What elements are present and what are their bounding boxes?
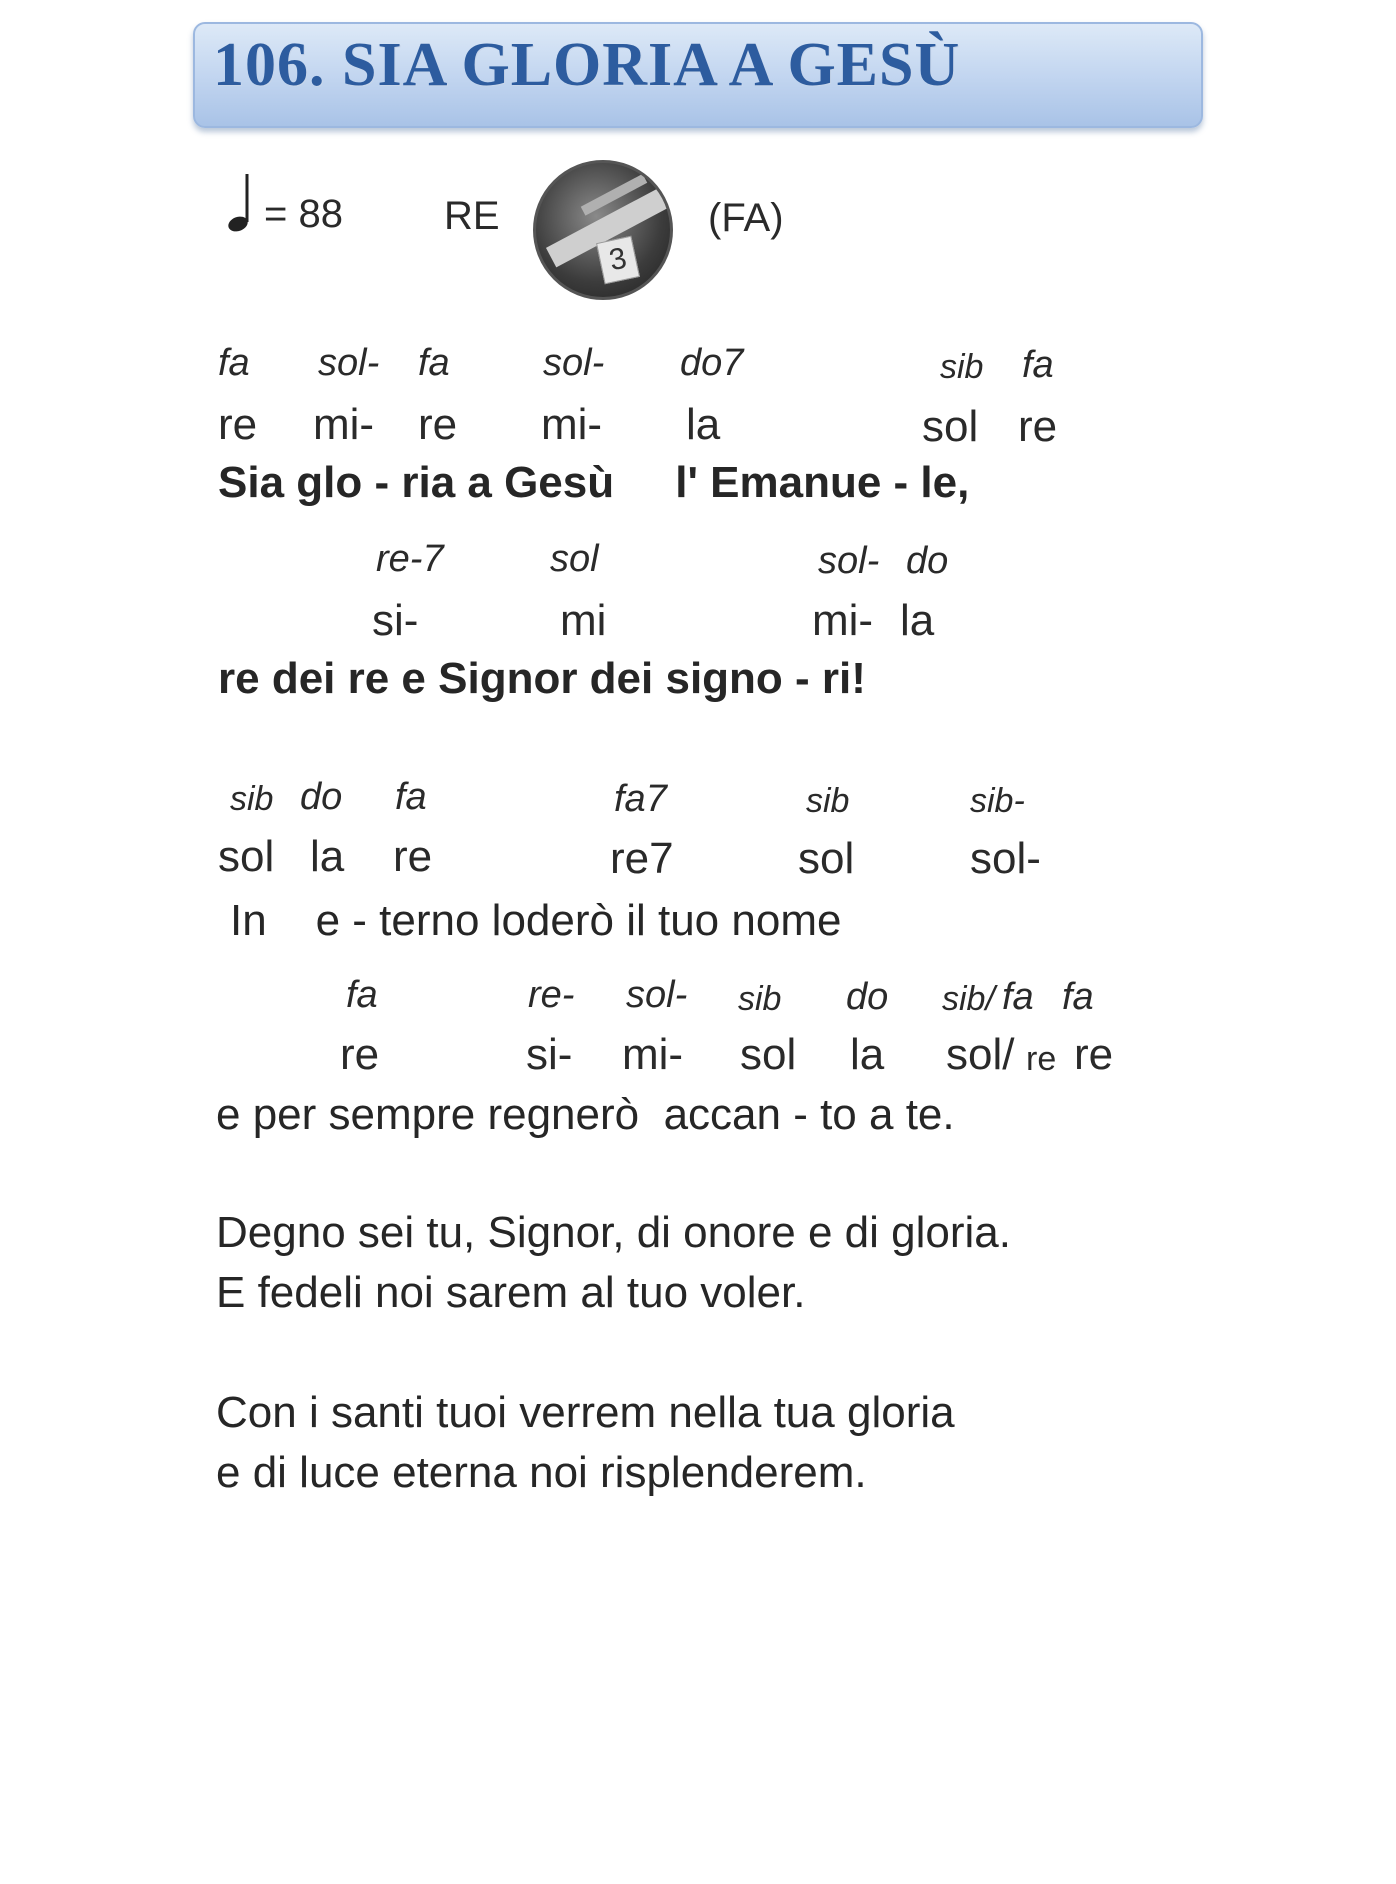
chord: do [846,976,889,1018]
stanza-line: Degno sei tu, Signor, di onore e di gloria. [216,1208,1011,1257]
note: re7 [610,834,674,883]
chord: fa [1022,344,1054,386]
chord: sib- [970,782,1025,820]
chord: fa7 [614,778,667,820]
chord: sol- [543,342,605,384]
chord: sol- [818,540,880,582]
note: re [418,400,458,449]
note: la [686,400,721,449]
note: mi [560,596,607,645]
note: la [900,596,935,645]
chord: sib [230,780,274,818]
note: re [1018,402,1058,451]
chord: sol [550,538,599,580]
note: sol [798,834,855,883]
chord: re- [528,974,575,1016]
lyric-line: In e - terno loderò il tuo nome [230,896,842,945]
stanza-line: e di luce eterna noi risplenderem. [216,1448,867,1497]
note: sol [740,1030,797,1079]
note: si- [526,1030,573,1079]
chord: sib/ [942,980,995,1018]
lyric-line: e per sempre regnerò accan - to a te. [216,1090,955,1139]
song-title: 106. SIA GLORIA A GESÙ [213,31,961,99]
capo-guitar-icon [533,160,673,300]
note: re [393,832,433,881]
chord: fa [1062,976,1094,1018]
chord: sib [940,348,984,386]
note: sol [922,402,979,451]
quarter-note-icon [226,172,252,239]
note: re [1074,1030,1114,1079]
chord: do [300,776,343,818]
chord: re-7 [376,538,444,580]
chord: sol- [318,342,380,384]
note: si- [372,596,419,645]
title-banner [193,22,1203,128]
note: mi- [541,400,603,449]
key-label: RE [444,194,500,238]
note: mi- [622,1030,684,1079]
chord: fa [346,974,378,1016]
chord: sol- [626,974,688,1016]
chord: fa [1002,976,1034,1018]
lyric-line: re dei re e Signor dei signo - ri! [218,654,866,703]
note: re [340,1030,380,1079]
tempo-marking: = 88 [264,192,343,236]
stanza-line: E fedeli noi sarem al tuo voler. [216,1268,806,1317]
note: mi- [812,596,874,645]
note: la [310,832,345,881]
chord: fa [218,342,250,384]
chord: fa [418,342,450,384]
note: sol [218,832,275,881]
lyric-line: Sia glo - ria a Gesù l' Emanue - le, [218,458,970,507]
chord: do7 [680,342,744,384]
chord: sib [806,782,850,820]
note: mi- [313,400,375,449]
chord: sib [738,980,782,1018]
chord: fa [395,776,427,818]
note: re [218,400,258,449]
alternate-key-label: (FA) [708,196,784,240]
note: sol/ [946,1030,1015,1079]
note: sol- [970,834,1041,883]
stanza-line: Con i santi tuoi verrem nella tua gloria [216,1388,955,1437]
note: la [850,1030,885,1079]
chord: do [906,540,949,582]
capo-number: 3 [596,236,640,285]
note: re [1026,1040,1057,1078]
